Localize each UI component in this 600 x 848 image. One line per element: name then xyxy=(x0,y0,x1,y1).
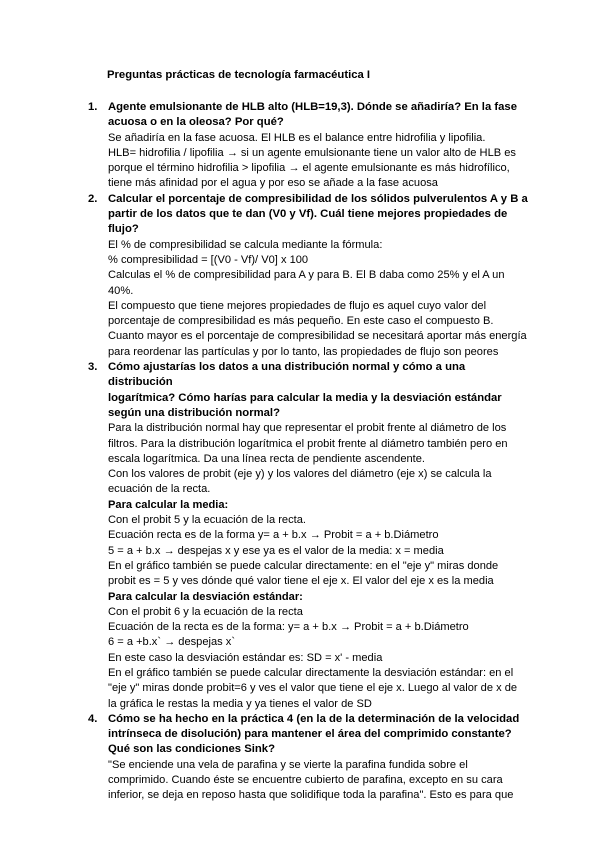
answer-line: Con el probit 6 y la ecuación de la recta xyxy=(108,605,303,618)
answer-line: porque el término hidrofilia > lipofilia → el agente emulsionante es más hidrofílico, xyxy=(108,162,510,175)
document-title: Preguntas prácticas de tecnología farmacéutica I xyxy=(107,69,371,81)
question-heading xyxy=(108,192,528,238)
answer-line: HLB= hidrofilia / lipofilia → si un agente emulsionante tiene un valor alto de HLB es xyxy=(108,146,516,159)
answer-paragraph xyxy=(108,605,528,712)
answer-paragraph xyxy=(108,758,528,804)
question-heading-line: Cómo se ha hecho en la práctica 4 (en la de la determinación de la velocidad xyxy=(108,712,520,725)
answer-line: En el gráfico también se puede calcular directamente: en el "eje y" miras donde xyxy=(108,559,499,572)
question-number: 4. xyxy=(88,712,98,725)
question-heading-line: Calcular el porcentaje de compresibilidad de los sólidos pulverulentos A y B a xyxy=(108,192,528,205)
answer-subheading xyxy=(108,590,528,605)
question-heading-line: según una distribución normal? xyxy=(108,406,280,419)
answer-paragraph xyxy=(108,238,528,360)
answer-line: probit es = 5 y ves dónde qué valor tiene el eje x. El valor del eje x es la media xyxy=(108,575,494,588)
answer-line: comprimido. Cuando éste se encuentre cubierto de parafina, excepto en su cara xyxy=(108,774,503,787)
question-heading-line: flujo? xyxy=(108,223,139,236)
answer-subheading-line: Para calcular la media: xyxy=(108,498,229,511)
answer-line: para reordenar las partículas y por lo tanto, las propiedades de flujo son peores xyxy=(108,345,499,358)
question-heading xyxy=(108,360,528,421)
answer-line: Con el probit 5 y la ecuación de la recta. xyxy=(108,514,306,527)
answer-line: 6 = a +b.x` → despejas x` xyxy=(108,636,236,649)
answer-line: Se añadiría en la fase acuosa. El HLB es el balance entre hidrofilia y lipofilia. xyxy=(108,131,486,144)
answer-subheading xyxy=(108,498,528,513)
question-heading xyxy=(108,100,528,131)
answer-line: tiene más afinidad por el agua y por eso se añade a la fase acuosa xyxy=(108,177,438,190)
question-heading-line: Cómo ajustarías los datos a una distribución normal y cómo a una distribución xyxy=(108,361,466,389)
question-number: 3. xyxy=(88,361,98,374)
answer-line: ecuación de la recta. xyxy=(108,483,211,496)
question-heading-line: Qué son las condiciones Sink? xyxy=(108,743,275,756)
answer-paragraph xyxy=(108,421,528,497)
question-number: 2. xyxy=(88,192,98,205)
answer-line: Para la distribución normal hay que representar el probit frente al diámetro de los xyxy=(108,422,507,435)
answer-line: porcentaje de compresibilidad es más pequeño. En este caso el compuesto B. xyxy=(108,315,494,328)
answer-line: la gráfica le restas la media y ya tienes el valor de SD xyxy=(108,697,372,710)
answer-line: El % de compresibilidad se calcula mediante la fórmula: xyxy=(108,238,383,251)
answer-line: "Se enciende una vela de parafina y se vierte la parafina fundida sobre el xyxy=(108,758,468,771)
question-heading-line: partir de los datos que te dan (V0 y Vf). Cuál tiene mejores propiedades de xyxy=(108,208,508,221)
question-heading-line: acuosa o en la oleosa? Por qué? xyxy=(108,116,284,129)
question-item xyxy=(88,712,528,804)
answer-line: En el gráfico también se puede calcular directamente la desviación estándar: en el xyxy=(108,666,514,679)
answer-paragraph xyxy=(108,513,528,589)
answer-line: Ecuación de la recta es de la forma: y= a + b.x → Probit = a + b.Diámetro xyxy=(108,621,469,634)
answer-paragraph xyxy=(108,131,528,192)
answer-line: 40%. xyxy=(108,284,134,297)
answer-line: "eje y" miras donde probit=6 y ves el valor que tiene el eje x. Luego al valor de x de xyxy=(108,682,518,695)
answer-line: Cuanto mayor es el porcentaje de compresibilidad se necesitará aportar más energía xyxy=(108,330,527,343)
answer-line: Con los valores de probit (eje y) y los valores del diámetro (eje x) se calcula la xyxy=(108,468,492,481)
answer-line: El compuesto que tiene mejores propiedades de flujo es aquel cuyo valor del xyxy=(108,299,487,312)
answer-line: filtros. Para la distribución logarítmica el probit frente al diámetro también pero en xyxy=(108,437,508,450)
question-item xyxy=(88,192,528,360)
answer-subheading-line: Para calcular la desviación estándar: xyxy=(108,590,303,603)
answer-line: En este caso la desviación estándar es: SD = x' - media xyxy=(108,651,383,664)
answer-line: 5 = a + b.x → despejas x y ese ya es el valor de la media: x = media xyxy=(108,544,444,557)
answer-line: Ecuación recta es de la forma y= a + b.x → Probit = a + b.Diámetro xyxy=(108,529,439,542)
question-list xyxy=(88,100,528,804)
answer-line: % compresibilidad = [(V0 - Vf)/ V0] x 100 xyxy=(108,253,309,266)
question-heading-line: logarítmica? Cómo harías para calcular la media y la desviación estándar xyxy=(108,391,502,404)
question-heading-line: Agente emulsionante de HLB alto (HLB=19,3). Dónde se añadiría? En la fase xyxy=(108,101,517,113)
answer-line: Calculas el % de compresibilidad para A y para B. El B daba como 25% y el A un xyxy=(108,269,505,282)
question-item xyxy=(88,100,528,192)
answer-line: escala logarítmica. Da una línea recta de pendiente ascendente. xyxy=(108,452,425,465)
question-heading-line: intrínseca de disolución) para mantener el área del comprimido constante? xyxy=(108,728,512,741)
question-number: 1. xyxy=(88,101,98,113)
question-item xyxy=(88,360,528,712)
answer-line: inferior, se deja en reposo hasta que solidifique toda la parafina". Esto es para que xyxy=(108,789,514,802)
question-heading xyxy=(108,712,528,758)
